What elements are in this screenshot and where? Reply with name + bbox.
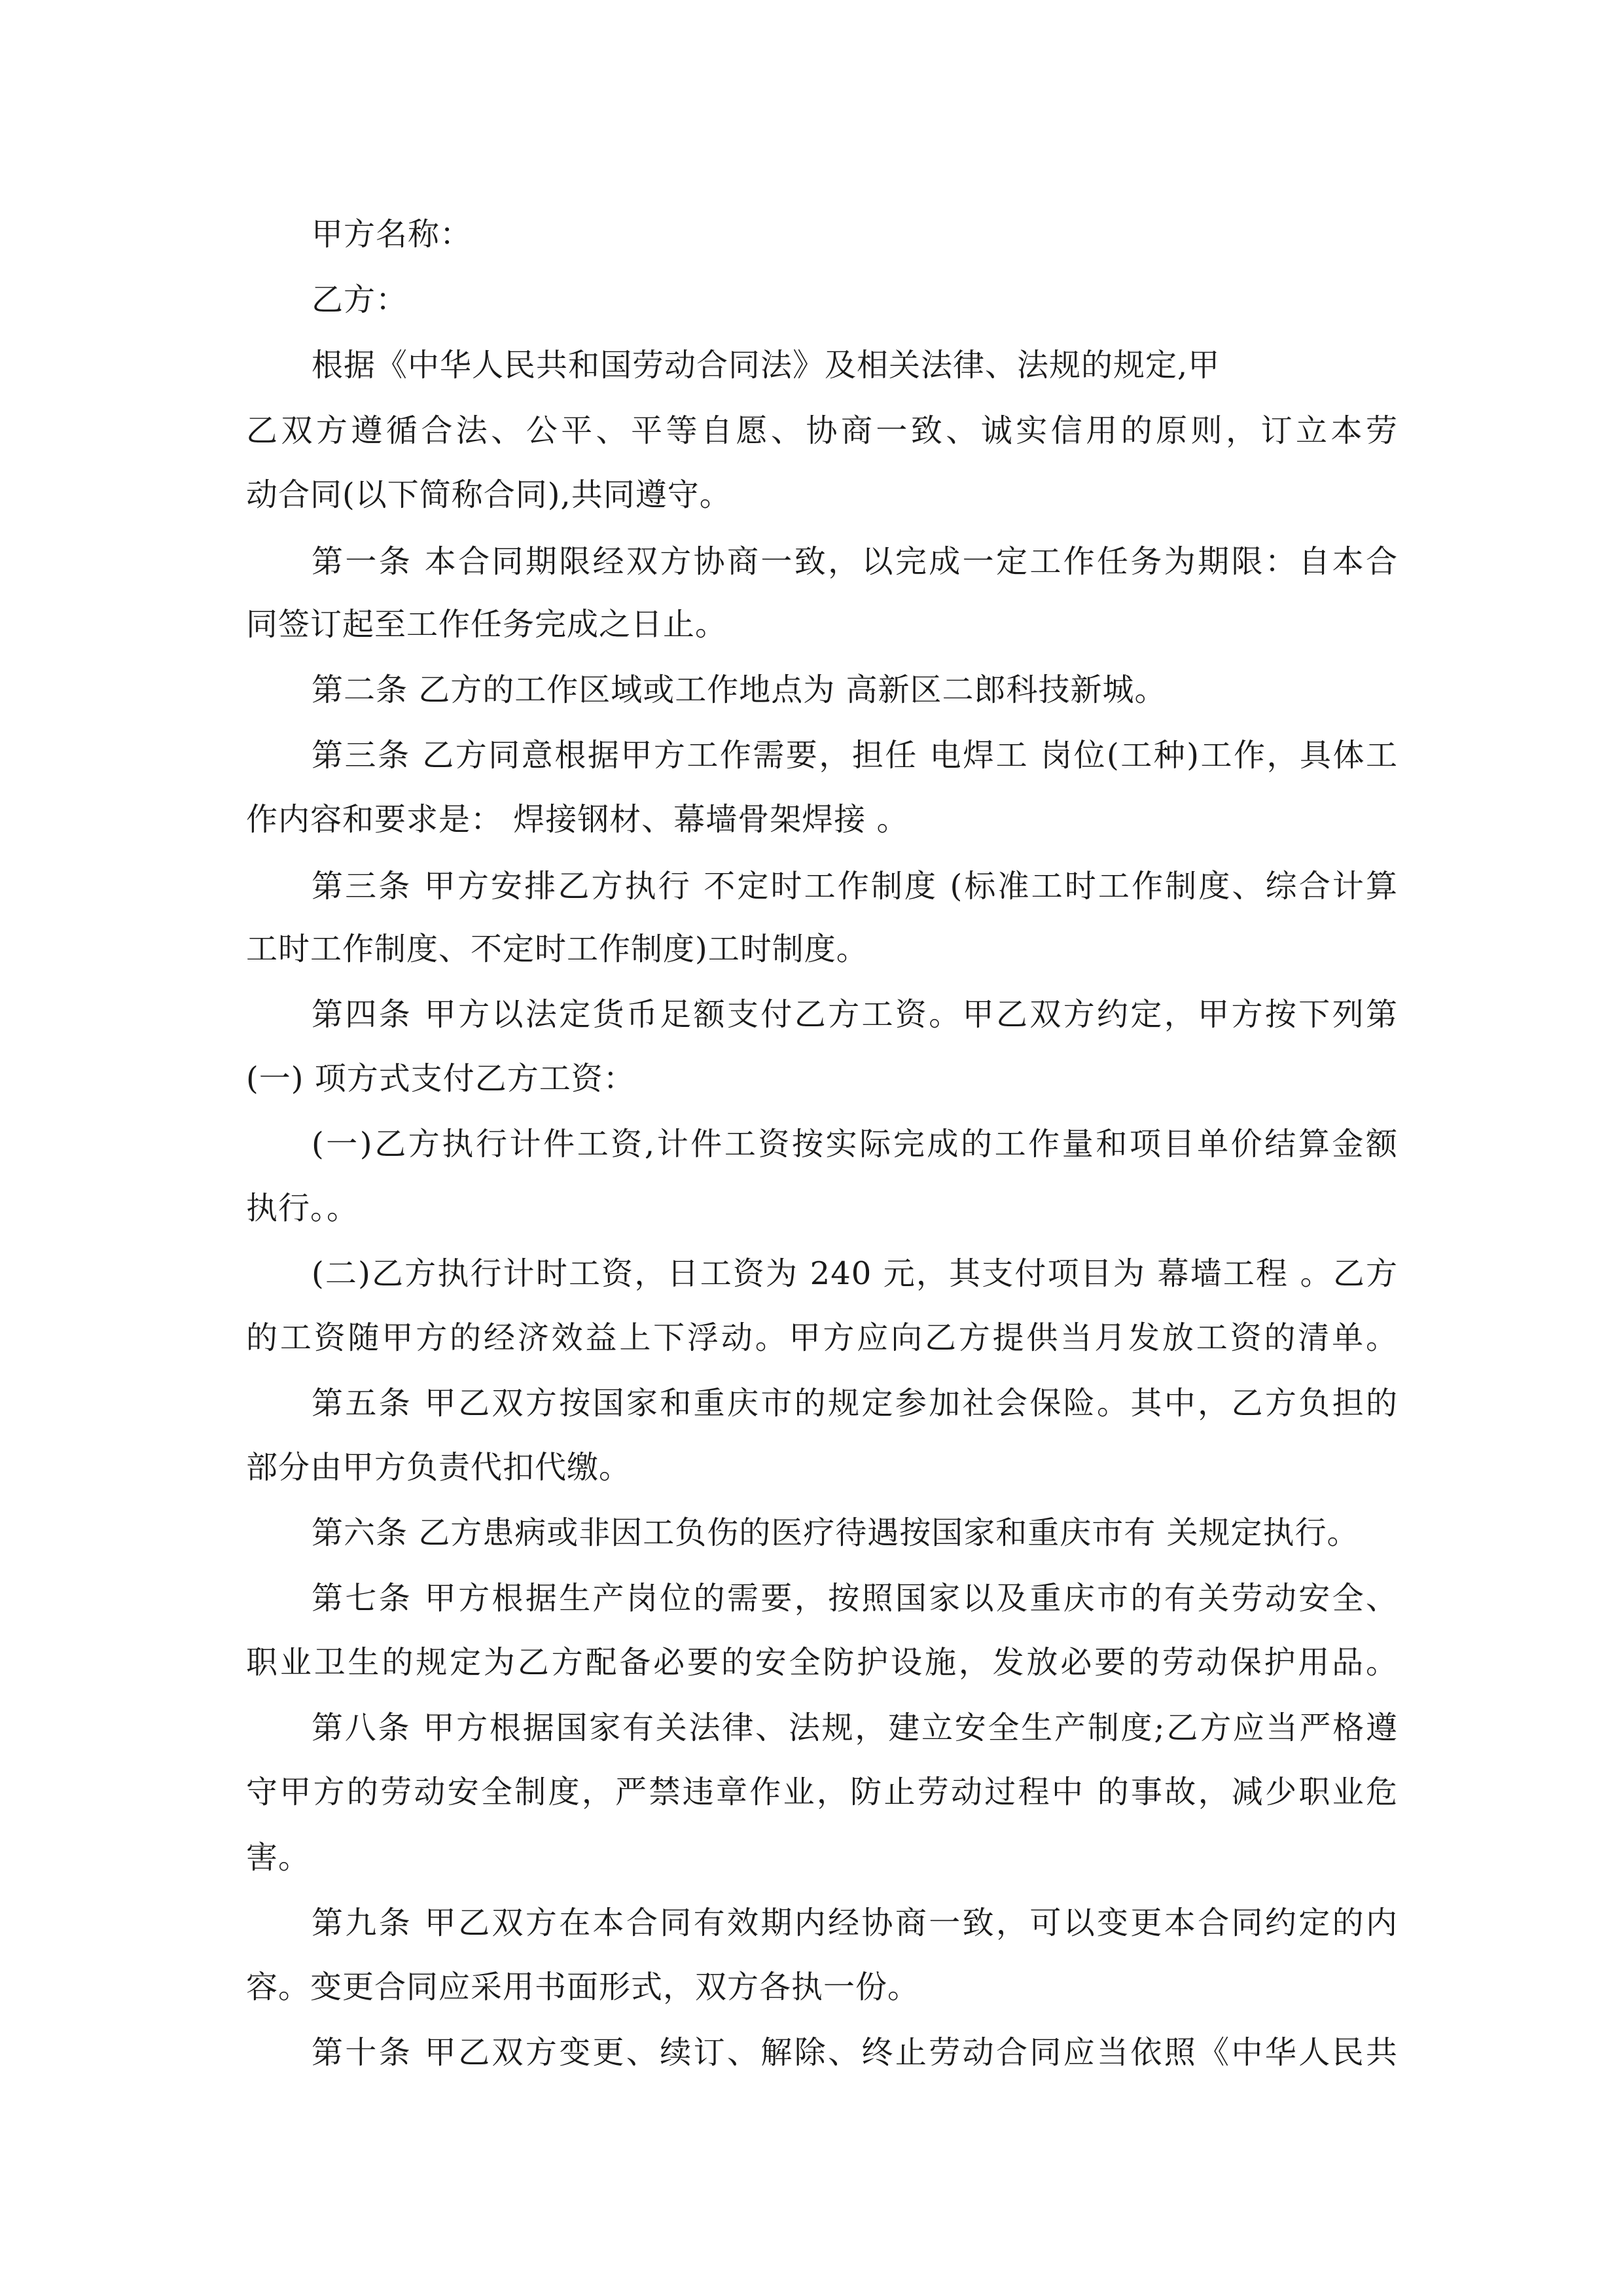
article-10-line: 第十条 甲乙双方变更、续订、解除、终止劳动合同应当依照《中华人民共 bbox=[312, 2034, 1398, 2071]
preamble-line: 根据《中华人民共和国劳动合同法》及相关法律、法规的规定,甲 bbox=[312, 347, 1221, 384]
wage-clause-2-line: (二)乙方执行计时工资，日工资为 240 元，其支付项目为 幕墙工程 。乙方 bbox=[312, 1255, 1398, 1292]
article-4-line: (一) 项方式支付乙方工资： bbox=[246, 1060, 635, 1097]
article-1-line: 第一条 本合同期限经双方协商一致，以完成一定工作任务为期限：自本合 bbox=[312, 543, 1398, 580]
party-a-name-line: 甲方名称： bbox=[312, 216, 473, 253]
article-3b-line: 第三条 甲方安排乙方执行 不定时工作制度 (标准工时工作制度、综合计算 bbox=[312, 868, 1398, 905]
preamble-line: 乙双方遵循合法、公平、平等自愿、协商一致、诚实信用的原则，订立本劳 bbox=[246, 412, 1398, 449]
article-5-line: 部分由甲方负责代扣代缴。 bbox=[246, 1449, 632, 1486]
wage-clause-1-line: (一)乙方执行计件工资,计件工资按实际完成的工作量和项目单价结算金额 bbox=[312, 1126, 1398, 1162]
article-7-line: 第七条 甲方根据生产岗位的需要，按照国家以及重庆市的有关劳动安全、 bbox=[312, 1580, 1398, 1617]
wage-clause-2-line: 的工资随甲方的经济效益上下浮动。甲方应向乙方提供当月发放工资的清单。 bbox=[246, 1319, 1398, 1356]
article-5-line: 第五条 甲乙双方按国家和重庆市的规定参加社会保险。其中，乙方负担的 bbox=[312, 1385, 1398, 1422]
article-9-line: 容。变更合同应采用书面形式，双方各执一份。 bbox=[246, 1969, 920, 2005]
article-8-line: 害。 bbox=[246, 1839, 311, 1876]
article-9-line: 第九条 甲乙双方在本合同有效期内经协商一致，可以变更本合同约定的内 bbox=[312, 1905, 1398, 1941]
party-b-line: 乙方： bbox=[312, 281, 408, 318]
wage-clause-1-line: 执行。。 bbox=[246, 1190, 359, 1227]
article-8-line: 第八条 甲方根据国家有关法律、法规，建立安全生产制度;乙方应当严格遵 bbox=[312, 1710, 1398, 1746]
preamble-line: 动合同(以下简称合同),共同遵守。 bbox=[246, 476, 732, 513]
article-3-line: 第三条 乙方同意根据甲方工作需要，担任 电焊工 岗位(工种)工作，具体工 bbox=[312, 737, 1398, 774]
article-3-line: 作内容和要求是： 焊接钢材、幕墙骨架焊接 。 bbox=[246, 801, 909, 838]
article-8-line: 守甲方的劳动安全制度，严禁违章作业，防止劳动过程中 的事故，减少职业危 bbox=[246, 1774, 1398, 1810]
article-2-line: 第二条 乙方的工作区域或工作地点为 高新区二郎科技新城。 bbox=[312, 672, 1167, 708]
article-3b-line: 工时工作制度、不定时工作制度)工时制度。 bbox=[246, 931, 868, 967]
article-6-line: 第六条 乙方患病或非因工负伤的医疗待遇按国家和重庆市有 关规定执行。 bbox=[312, 1515, 1359, 1551]
article-1-line: 同签订起至工作任务完成之日止。 bbox=[246, 606, 728, 643]
article-7-line: 职业卫生的规定为乙方配备必要的安全防护设施，发放必要的劳动保护用品。 bbox=[246, 1644, 1398, 1681]
article-4-line: 第四条 甲方以法定货币足额支付乙方工资。甲乙双方约定，甲方按下列第 bbox=[312, 996, 1398, 1033]
